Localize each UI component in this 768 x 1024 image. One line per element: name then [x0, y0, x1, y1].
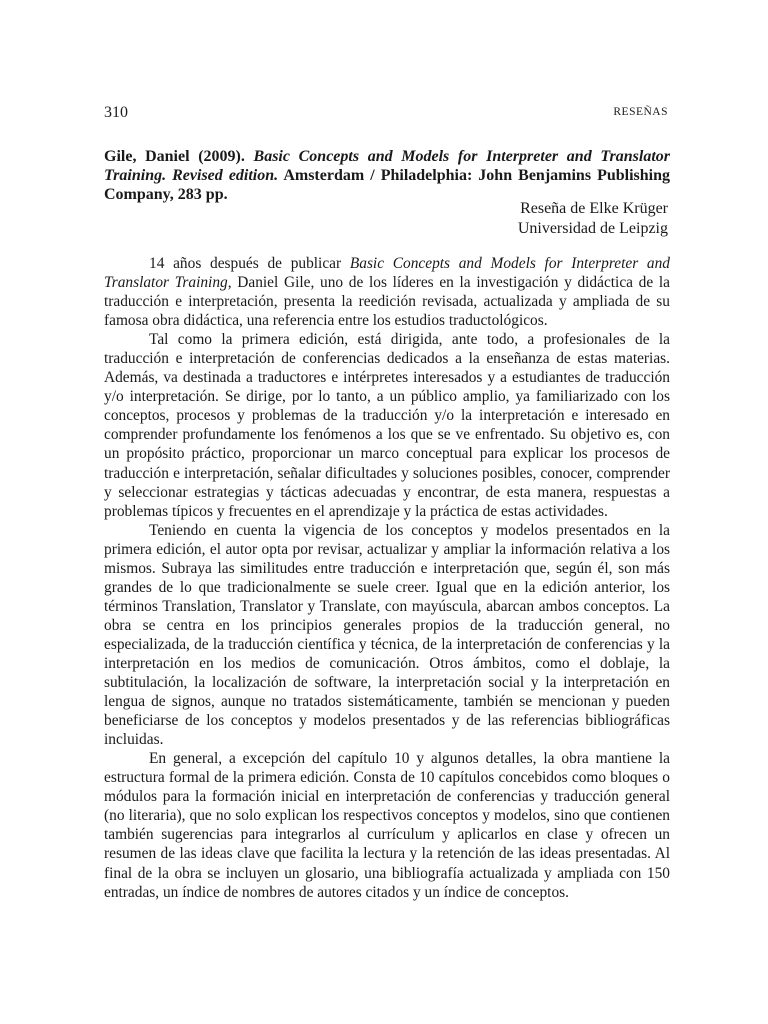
reviewer-name: Reseña de Elke Krüger — [520, 200, 668, 217]
paragraph-4: En general, a excepción del capítulo 10 y algunos detalles, la obra mantiene la estructura formal de la primera edición. Consta de 10 capítulos concebidos como bloques o módulos para la formación inicial en interpretación de conferencias y traducción general (no literaria), que no solo explican los respectivos conceptos y modelos, sino que contienen también sugerencias para integrarlos al currículum y aplicarlos en clase y ofrecen un resumen de las ideas clave que facilita la lectura y la retención de las ideas presentadas. Al final de la obra se incluyen un glosario, una bibliografía actualizada y ampliada con 150 entradas, un índice de nombres de autores citados y un índice de conceptos. — [104, 750, 670, 901]
running-head: RESEÑAS — [613, 106, 668, 118]
paragraph-1-rest: , Daniel Gile, uno de los líderes en la investigación y didáctica de la traducción e interpretación, presenta la reedición revisada, actualizada y ampliada de su famosa obra didáctica, una referencia entre los estudios traductológicos. — [104, 274, 670, 330]
citation-publisher: Amsterdam / Philadelphia: John Benjamins Publishing Company, 283 pp. — [104, 167, 671, 204]
paragraph-2: Tal como la primera edición, está dirigida, ante todo, a profesionales de la traducción e interpretación de conferencias dedicados a la enseñanza de estas materias. Además, va destinada a traductores e intérpretes interesados y a estudiantes de traducción y/o interpretación. Se dirige, por lo tanto, a un público amplio, ya familiarizado con los conceptos, procesos y problemas de la traducción y/o la interpretación e interesado en comprender profundamente los fenómenos a los que se ve enfrentado. Su objetivo es, con un propósito práctico, proporcionar un marco conceptual para explicar los procesos de traducción e interpretación, señalar dificultades y soluciones posibles, conocer, comprender y seleccionar estrategias y tácticas adecuadas y encontrar, de esta manera, respuestas a problemas típicos y frecuentes en el aprendizaje y la práctica de estas actividades. — [104, 331, 670, 520]
citation-title: Basic Concepts and Models for Interpreter and Translator Training. Revised edition. — [104, 148, 670, 185]
paragraph-1 — [104, 254, 670, 330]
page-number: 310 — [104, 104, 128, 121]
citation-author: Gile, Daniel (2009). — [104, 148, 245, 165]
paragraph-1-book-title: Basic Concepts and Models for Interpreter and Translator Training — [104, 255, 670, 292]
review-body — [104, 254, 670, 902]
book-citation — [104, 147, 670, 205]
reviewer-affiliation: Universidad de Leipzig — [517, 219, 668, 237]
reviewer-block — [518, 199, 668, 238]
paragraph-3: Teniendo en cuenta la vigencia de los conceptos y modelos presentados en la primera edición, el autor opta por revisar, actualizar y ampliar la información relativa a los mismos. Subraya las similitudes entre traducción e interpretación que, según él, son más grandes de lo que tradicionalmente se suele creer. Igual que en la edición anterior, los términos Translation, Translator y Translate, con mayúscula, abarcan ambos conceptos. La obra se centra en los principios generales propios de la traducción general, no especializada, de la traducción científica y técnica, de la interpretación de conferencias y la interpretación en los medios de comunicación. Otros ámbitos, como el doblaje, la subtitulación, la localización de software, la interpretación social y la interpretación en lengua de signos, aunque no tratados sistemáticamente, también se mencionan y pueden beneficiarse de los conceptos y modelos presentados y de las referencias bibliográficas incluidas. — [104, 521, 670, 749]
paragraph-1-start: 14 años después de publicar — [149, 255, 350, 272]
